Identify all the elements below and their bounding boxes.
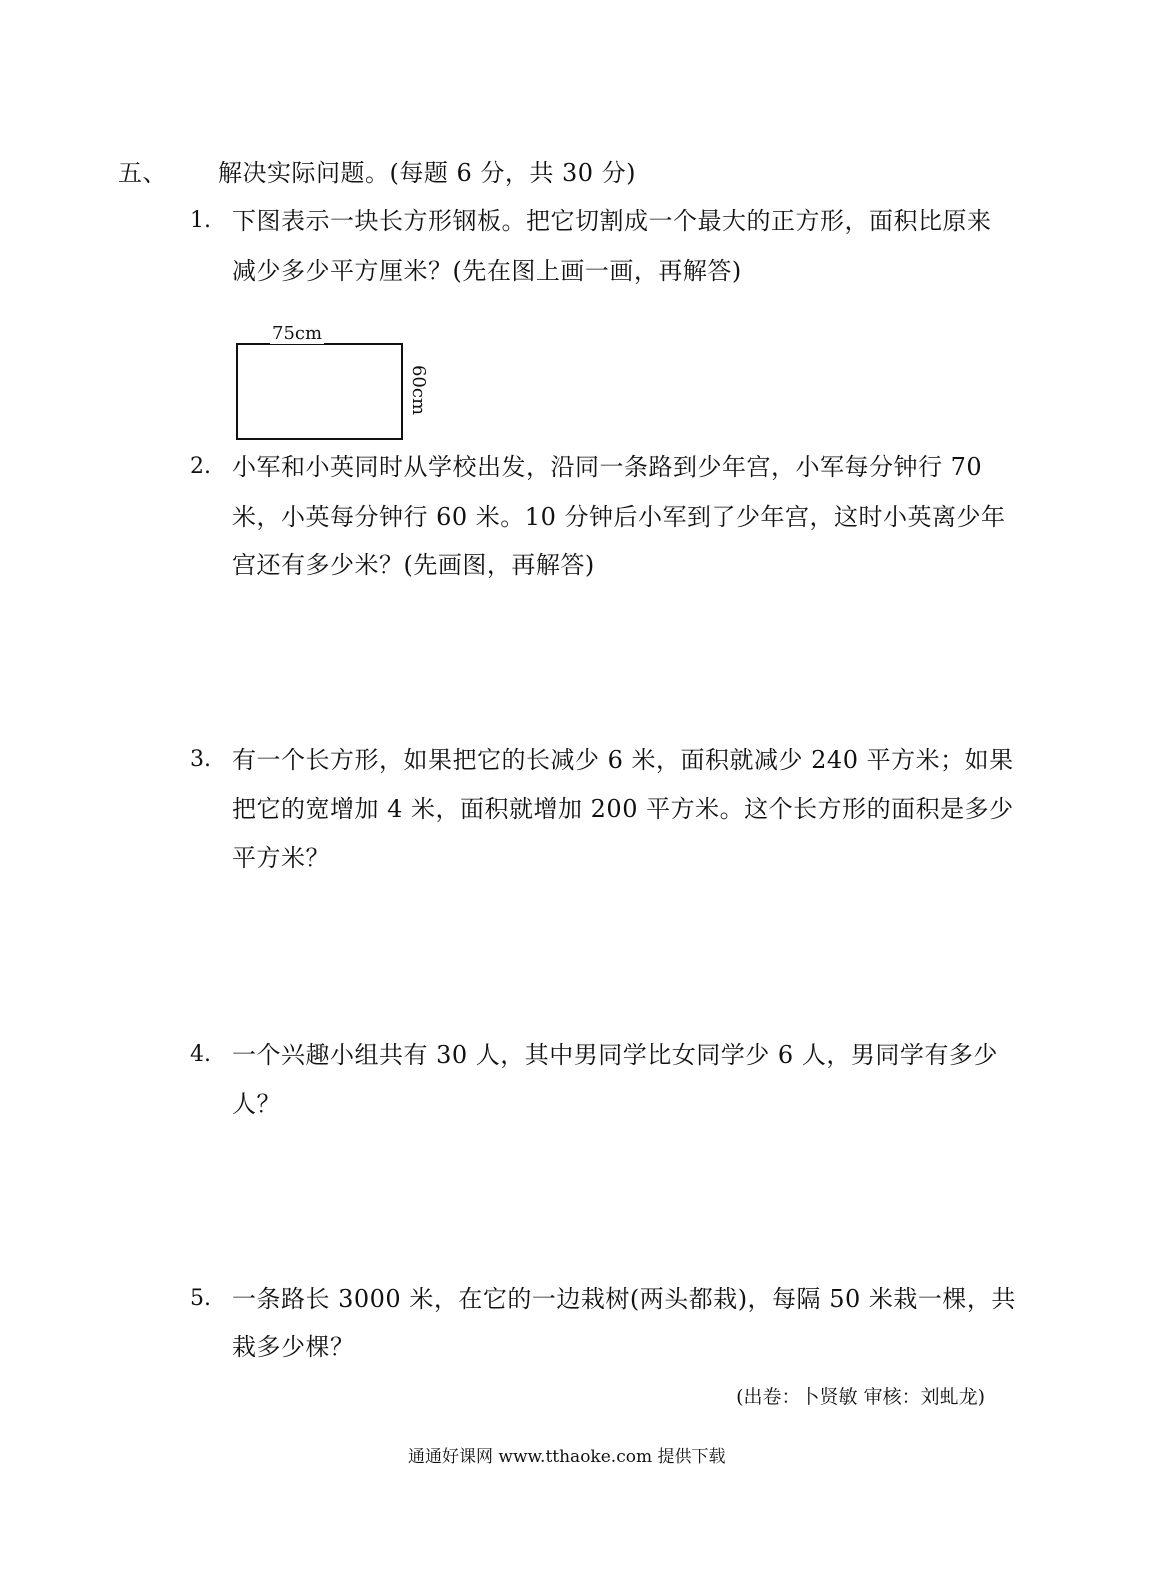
problem-2-line-1: 小军和小英同时从学校出发，沿同一条路到少年宫，小军每分钟行 70	[232, 453, 983, 481]
rectangle-height-label: 60cm	[408, 364, 430, 416]
problem-5-number: 5.	[190, 1286, 211, 1311]
exam-credits: (出卷：卜贤敏 审核：刘虬龙)	[736, 1386, 985, 1408]
problem-1-number: 1.	[190, 208, 211, 233]
problem-2-line-2: 米，小英每分钟行 60 米。10 分钟后小军到了少年宫，这时小英离少年	[232, 503, 1006, 531]
problem-3-line-2: 把它的宽增加 4 米，面积就增加 200 平方米。这个长方形的面积是多少	[232, 795, 1014, 823]
section-title: 解决实际问题。(每题 6 分，共 30 分)	[218, 159, 637, 187]
problem-3-line-1: 有一个长方形，如果把它的长减少 6 米，面积就减少 240 平方米；如果	[232, 746, 1014, 774]
problem-4-number: 4.	[190, 1042, 211, 1067]
section-number: 五、	[118, 159, 167, 187]
problem-2-line-3: 宫还有多少米？(先画图，再解答)	[232, 551, 595, 579]
rectangle-width-label: 75cm	[272, 323, 323, 344]
steel-plate-rectangle	[236, 343, 403, 440]
problem-2-number: 2.	[190, 454, 211, 479]
problem-3-number: 3.	[190, 747, 211, 772]
problem-3-line-3: 平方米？	[232, 844, 330, 872]
problem-5-line-1: 一条路长 3000 米，在它的一边栽树(两头都栽)，每隔 50 米栽一棵，共	[232, 1285, 1016, 1313]
problem-4-line-1: 一个兴趣小组共有 30 人，其中男同学比女同学少 6 人，男同学有多少	[232, 1041, 998, 1069]
problem-4-line-2: 人？	[232, 1090, 281, 1118]
problem-1-line-2: 减少多少平方厘米？(先在图上画一画，再解答)	[232, 257, 742, 285]
problem-1-line-1: 下图表示一块长方形钢板。把它切割成一个最大的正方形，面积比原来	[232, 207, 992, 235]
page-footer: 通通好课网 www.tthaoke.com 提供下载	[408, 1447, 726, 1467]
problem-5-line-2: 栽多少棵？	[232, 1333, 355, 1361]
